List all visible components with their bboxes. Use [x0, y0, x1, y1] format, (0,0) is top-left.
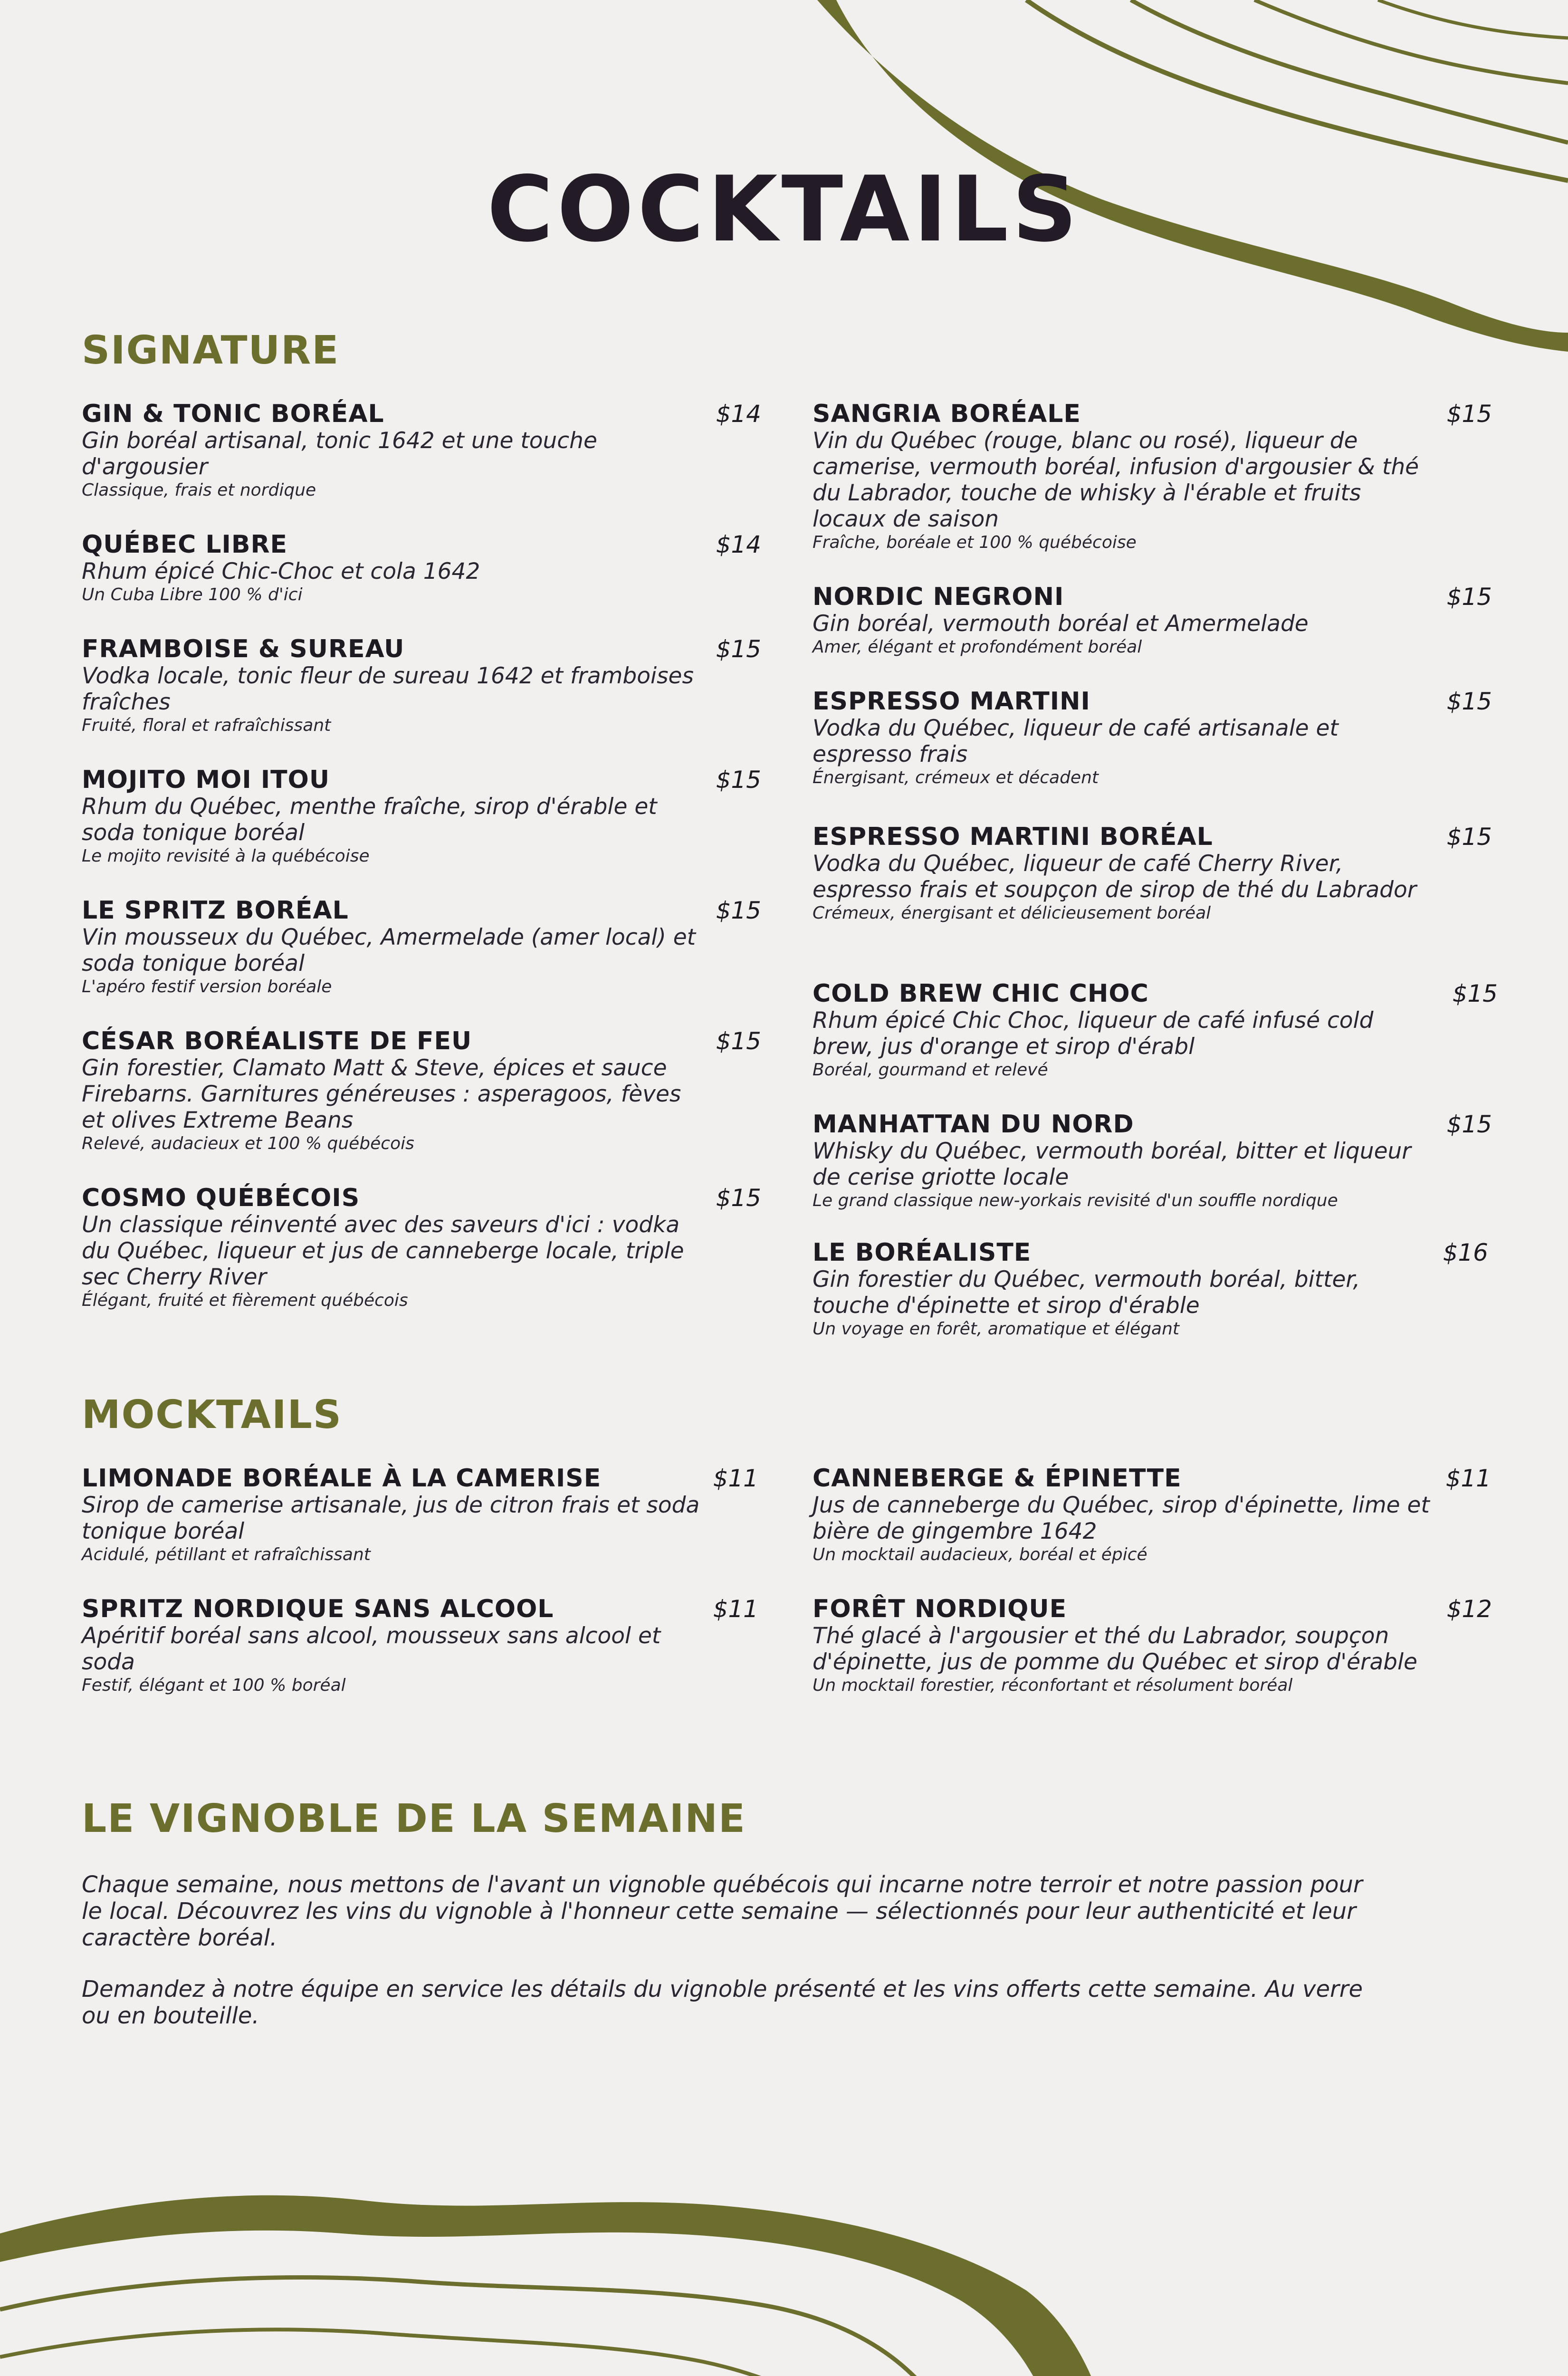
item-description: Rhum du Québec, menthe fraîche, sirop d'érable et soda tonique boréal [82, 794, 657, 846]
item-tagline: Le grand classique new-yorkais revisité d'un souffle nordique [813, 1191, 1338, 1210]
item-description: Apéritif boréal sans alcool, mousseux sans alcool et soda [82, 1623, 661, 1675]
menu-item [82, 1184, 761, 1311]
item-tagline: Un Cuba Libre 100 % d'ici [82, 585, 303, 604]
item-description: Un classique réinventé avec des saveurs d'ici : vodka du Québec, liqueur et jus de canneberge locale, triple sec Cherry River [82, 1212, 684, 1290]
item-price: $15 [716, 635, 761, 663]
item-name: SPRITZ NORDIQUE SANS ALCOOL [82, 1595, 554, 1623]
item-tagline: Festif, élégant et 100 % boréal [82, 1676, 346, 1695]
menu-item [813, 1464, 1491, 1565]
item-description: Sirop de camerise artisanale, jus de citron frais et soda tonique boréal [82, 1492, 700, 1544]
item-name: LE BORÉALISTE [813, 1238, 1032, 1267]
menu-item [813, 400, 1492, 553]
item-name: COSMO QUÉBÉCOIS [82, 1184, 360, 1212]
section-title-mocktails: MOCKTAILS [82, 1392, 342, 1437]
item-tagline: Amer, élégant et profondément boréal [813, 637, 1142, 657]
menu-item [813, 979, 1498, 1081]
item-description: Whisky du Québec, vermouth boréal, bitter et liqueur de cerise griotte locale [813, 1138, 1411, 1190]
bottom-wave-line [0, 2278, 950, 2376]
item-description: Rhum épicé Chic Choc, liqueur de café infusé cold brew, jus d'orange et sirop d'érabl [813, 1007, 1374, 1060]
menu-item [82, 1027, 761, 1154]
item-price: $12 [1446, 1595, 1492, 1623]
item-name: QUÉBEC LIBRE [82, 530, 288, 559]
item-price: $15 [1446, 823, 1492, 851]
menu-item [82, 896, 761, 997]
item-description: Vodka locale, tonic fleur de sureau 1642 et framboises fraîches [82, 663, 694, 715]
item-price: $11 [713, 1465, 758, 1492]
item-name: LIMONADE BORÉALE À LA CAMERISE [82, 1464, 602, 1493]
item-description: Vin mousseux du Québec, Amermelade (amer local) et soda tonique boréal [82, 924, 696, 977]
item-description: Gin boréal, vermouth boréal et Amermelade [813, 611, 1309, 637]
vignoble-paragraph: Demandez à notre équipe en service les détails du vignoble présenté et les vins offerts cette semaine. Au verre ou en bouteille. [82, 1976, 1363, 2029]
item-description: Gin forestier du Québec, vermouth boréal, bitter, touche d'épinette et sirop d'érable [813, 1266, 1360, 1319]
item-tagline: Un voyage en forêt, aromatique et élégant [813, 1319, 1180, 1339]
item-tagline: L'apéro festif version boréale [82, 977, 332, 996]
item-price: $15 [1446, 583, 1492, 611]
item-description: Vodka du Québec, liqueur de café artisanale et espresso frais [813, 715, 1339, 767]
top-wave-line [1378, 0, 1568, 38]
item-name: GIN & TONIC BORÉAL [82, 400, 384, 428]
menu-item [82, 635, 761, 736]
item-price: $14 [716, 400, 761, 428]
item-name: FRAMBOISE & SUREAU [82, 635, 405, 663]
item-description: Vin du Québec (rouge, blanc ou rosé), liqueur de camerise, vermouth boréal, infusion d'argousier & thé du Labrador, touche de whisky à l'érable et fruits locaux de saison [813, 428, 1419, 532]
item-tagline: Relevé, audacieux et 100 % québécois [82, 1134, 414, 1153]
item-name: CANNEBERGE & ÉPINETTE [813, 1464, 1182, 1493]
menu-item [82, 530, 761, 605]
item-tagline: Un mocktail forestier, réconfortant et résolument boréal [813, 1676, 1293, 1695]
bottom-wave-line [0, 2329, 846, 2376]
menu-item [82, 1465, 756, 1565]
item-price: $11 [1445, 1465, 1491, 1492]
menu-item [82, 1595, 756, 1696]
page-title: COCKTAILS [487, 157, 1081, 262]
item-description: Rhum épicé Chic-Choc et cola 1642 [82, 558, 480, 584]
item-name: COLD BREW CHIC CHOC [813, 979, 1149, 1008]
item-price: $14 [716, 531, 761, 558]
item-tagline: Crémeux, énergisant et délicieusement boréal [813, 903, 1211, 923]
item-price: $16 [1443, 1239, 1488, 1266]
item-price: $15 [716, 1027, 761, 1055]
item-price: $15 [1452, 980, 1498, 1007]
item-name: NORDIC NEGRONI [813, 583, 1064, 611]
item-tagline: Fruité, floral et rafraîchissant [82, 716, 331, 735]
item-description: Gin boréal artisanal, tonic 1642 et une touche d'argousier [82, 428, 597, 480]
item-tagline: Fraîche, boréale et 100 % québécoise [813, 533, 1137, 552]
menu-item [813, 1110, 1492, 1211]
section-title-signature: SIGNATURE [82, 328, 340, 373]
item-description: Gin forestier, Clamato Matt & Steve, épices et sauce Firebarns. Garnitures généreuses : asperagoos, fèves et olives Extreme Beans [82, 1055, 681, 1133]
top-wave-line [1131, 0, 1568, 143]
menu-item [82, 766, 761, 867]
item-price: $15 [716, 766, 761, 794]
item-tagline: Un mocktail audacieux, boréal et épicé [813, 1545, 1147, 1564]
menu-item [813, 1595, 1492, 1696]
item-name: ESPRESSO MARTINI BORÉAL [813, 823, 1213, 851]
item-name: MOJITO MOI ITOU [82, 766, 330, 794]
bottom-wave-band [0, 2195, 1107, 2376]
menu-item [813, 823, 1492, 924]
item-tagline: Le mojito revisité à la québécoise [82, 846, 370, 866]
item-description: Thé glacé à l'argousier et thé du Labrador, soupçon d'épinette, jus de pomme du Québec et sirop d'érable [813, 1623, 1417, 1675]
item-tagline: Boréal, gourmand et relevé [813, 1060, 1048, 1080]
top-wave-line [1026, 0, 1568, 181]
item-name: MANHATTAN DU NORD [813, 1110, 1134, 1139]
item-tagline: Acidulé, pétillant et rafraîchissant [82, 1545, 371, 1564]
item-price: $15 [716, 1184, 761, 1212]
item-tagline: Classique, frais et nordique [82, 480, 316, 500]
item-name: SANGRIA BORÉALE [813, 400, 1081, 428]
item-description: Vodka du Québec, liqueur de café Cherry River, espresso frais et soupçon de sirop de thé du Labrador [813, 851, 1417, 903]
item-price: $15 [1446, 1111, 1492, 1138]
item-price: $15 [716, 897, 761, 924]
menu-item [813, 687, 1492, 788]
menu-item [82, 400, 761, 501]
item-tagline: Élégant, fruité et fièrement québécois [82, 1291, 408, 1310]
item-price: $15 [1446, 688, 1492, 715]
menu-item [813, 1238, 1488, 1340]
item-name: LE SPRITZ BORÉAL [82, 896, 349, 925]
item-name: ESPRESSO MARTINI [813, 687, 1090, 716]
section-title-vignoble: LE VIGNOBLE DE LA SEMAINE [82, 1796, 746, 1841]
item-price: $15 [1446, 400, 1492, 428]
item-name: CÉSAR BORÉALISTE DE FEU [82, 1027, 472, 1055]
item-tagline: Énergisant, crémeux et décadent [813, 768, 1099, 787]
item-name: FORÊT NORDIQUE [813, 1595, 1067, 1623]
vignoble-paragraph: Chaque semaine, nous mettons de l'avant un vignoble québécois qui incarne notre terroir et notre passion pour le local. Découvrez les vins du vignoble à l'honneur cette semaine — sélectionnés pour leur authenticité et leur caractère boréal. [82, 1871, 1363, 1951]
item-price: $11 [713, 1595, 758, 1623]
menu-item [813, 583, 1492, 658]
item-description: Jus de canneberge du Québec, sirop d'épinette, lime et bière de gingembre 1642 [813, 1492, 1430, 1544]
